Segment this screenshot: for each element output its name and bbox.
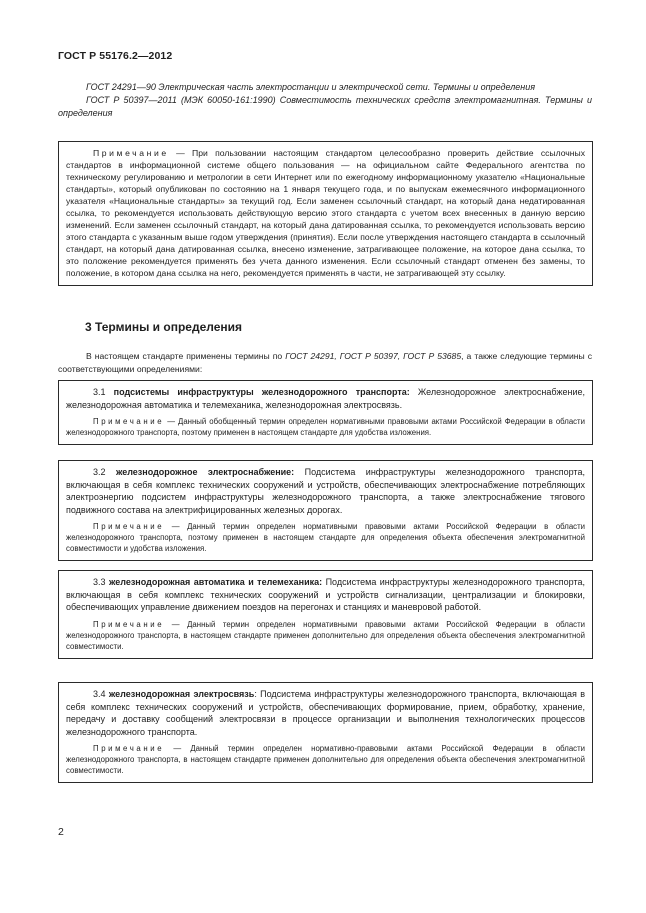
note-label: Примечание — [93, 619, 165, 629]
reference-item: ГОСТ 24291—90 Электрическая часть электростанции и электрической сети. Термины и определения — [86, 82, 536, 92]
intro-text-end: , а также следующие термины с соответствующими определениями: — [58, 351, 593, 374]
document-header: ГОСТ Р 55176.2—2012 — [58, 50, 173, 62]
reference-item: ГОСТ Р 50397—2011 (МЭК 60050-161:1990) Совместимость технических средств электромагнитная. Термины и определения — [58, 95, 592, 118]
term-number: 3.2 — [93, 467, 106, 477]
intro-text: В настоящем стандарте применены термины по — [86, 351, 286, 361]
intro-note-box — [58, 141, 593, 286]
page-number: 2 — [58, 826, 64, 838]
note-label: Примечание — [93, 744, 165, 754]
intro-refs: ГОСТ 24291, ГОСТ Р 50397, ГОСТ Р 53685 — [285, 351, 462, 361]
note-label: Примечание — [93, 148, 169, 158]
term-number: 3.3 — [93, 577, 106, 587]
term-box-3-3 — [58, 570, 593, 659]
term-name: железнодорожная электросвязь — [108, 689, 255, 699]
section-intro — [58, 350, 592, 375]
term-number: 3.4 — [93, 689, 106, 699]
term-definition: Подсистема инфраструктуры железнодорожного транспорта, включающая в себя комплекс технических сооружений и устройств, обеспечивающих электроснабжение потребляющих электроэнергию подсистем инфраструктуры железнодорожного транспорта, а также электроснабжение тягового подвижного состава на электрифицированных железных дорогах. — [66, 467, 585, 515]
intro-note-text: — При пользовании настоящим стандартом целесообразно проверить действие ссылочных стандартов в информационной системе общего пользования — на официальном сайте Федерального агентства по техническому регулированию и метрологии в сети Интернет или по ежегодному информационному указателю «Национальные стандарты», который опубликован по состоянию на 1 января текущего года, и по выпускам ежемесячного информационного указателя «Национальные стандарты» за текущий год. Если заменен ссылочный стандарт, на который дана недатированная ссылка, то рекомендуется использовать действующую версию этого стандарта с учетом всех внесенных в данную версию изменений. Если заменен ссылочный стандарт, на который дана датированная ссылка, то рекомендуется использовать версию этого стандарта с указанным выше годом утверждения (принятия). Если после утверждения настоящего стандарта в ссылочный стандарт, на который дана датированная ссылка, внесено изменение, затрагивающее положение, на которое дана ссылка, то это положение рекомендуется применять без учета данного изменения. Если ссылочный стандарт отменен без замены, то положение, в котором дана ссылка на него, рекомендуется применять в части, не затрагивающей эту ссылку. — [66, 148, 585, 278]
term-definition: : Подсистема инфраструктуры железнодорожного транспорта, включающая в себя комплекс технических сооружений и устройств, обеспечивающих формирование, прием, обработку, хранение, передачу и доставку сообщений электросвязи в процессе организации и выполнения технологических процессов железнодорожного транспорта. — [66, 689, 585, 737]
term-note: — Данный термин определен нормативными правовыми актами Российской Федерации в области железнодорожного транспорта, в настоящем стандарте применен дополнительно для определения объекта обеспечения электромагнитной совместимости. — [66, 619, 585, 651]
note-label: Примечание — [93, 522, 165, 532]
term-note: — Данный обобщенный термин определен нормативными правовыми актами Российской Федерации в области железнодорожного транспорта, поэтому применен в настоящем стандарте для удобства изложения. — [66, 417, 585, 438]
term-note: — Данный термин определен нормативными правовыми актами Российской Федерации в области железнодорожного транспорта, поэтому применен в настоящем стандарте для определения объекта обеспечения электромагнитной совместимости и удобства изложения. — [66, 522, 585, 554]
term-name: железнодорожное электроснабжение: — [115, 467, 295, 477]
term-box-3-2 — [58, 460, 593, 561]
term-box-3-1 — [58, 380, 593, 445]
normative-references — [58, 81, 592, 120]
term-name: железнодорожная автоматика и телемеханика: — [108, 577, 323, 587]
term-definition: Подсистема инфраструктуры железнодорожного транспорта, включающая в себя комплекс технических сооружений и устройств сигнализации, централизации и блокировки, обеспечивающих управление движением поездов на перегонах и станциях и маневровой работой. — [66, 577, 585, 613]
section-title: 3 Термины и определения — [85, 320, 243, 334]
term-number: 3.1 — [93, 387, 106, 397]
term-box-3-4 — [58, 682, 593, 783]
term-definition: Железнодорожное электроснабжение, железнодорожная автоматика и телемеханика, железнодорожная электросвязь. — [66, 387, 585, 410]
term-note: — Данный термин определен нормативно-правовыми актами Российской Федерации в области железнодорожного транспорта, в настоящем стандарте применен дополнительно для определения объекта обеспечения электромагнитной совместимости. — [66, 744, 585, 776]
note-label: Примечание — [93, 417, 165, 427]
term-name: подсистемы инфраструктуры железнодорожного транспорта: — [113, 387, 410, 397]
